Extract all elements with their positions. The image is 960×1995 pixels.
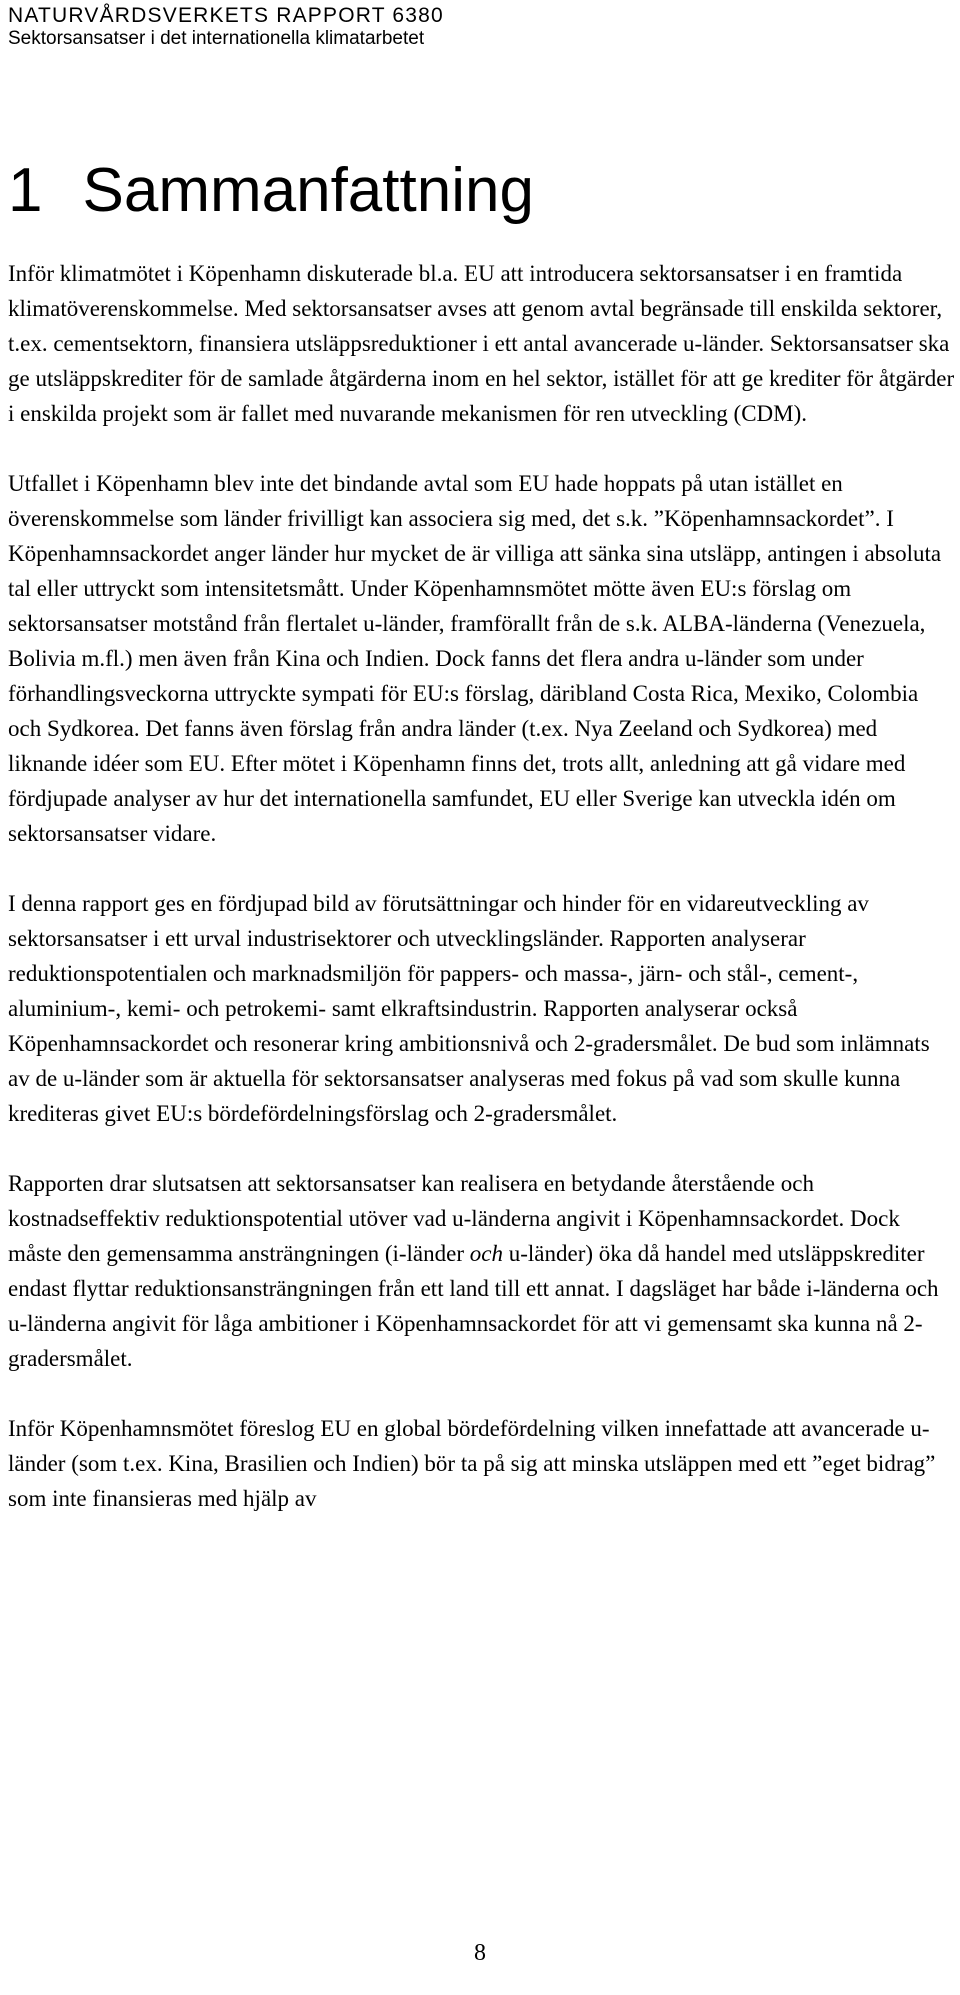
paragraph-text: Rapporten drar slutsatsen att sektorsansatser kan realisera en betydande återstående och kostnadseffektiv reduktionspotential utöver vad u-länderna angivit i Köpenhamnsackordet. Dock måste den gemensamma ansträngningen (i-länder	[8, 1171, 900, 1266]
report-title: NATURVÅRDSVERKETS RAPPORT 6380	[8, 4, 444, 27]
paragraph-text: Inför klimatmötet i Köpenhamn diskuterade bl.a. EU att introducera sektorsansatser i en framtida klimatöverenskommelse. Med sektorsansatser avses att genom avtal begränsade till enskilda sektorer, t.ex. cementsektorn, finansiera utsläppsreduktioner i ett antal avancerade u-länder. Sektorsansatser ska ge utsläppskrediter för de samlade åtgärderna inom en hel sektor, istället för att ge krediter för åtgärder i enskilda projekt som är fallet med nuvarande mekanismen för ren utveckling (CDM).	[8, 261, 955, 426]
report-subtitle: Sektorsansatser i det internationella klimatarbetet	[8, 28, 425, 50]
paragraph-text: u-länder) öka då handel med utsläppskrediter endast flyttar reduktionsansträngningen från ett land till ett annat. I dagsläget har både i-länderna och u-länderna angivit för låga ambitioner i Köpenhamnsackordet för att vi gemensamt ska kunna nå 2-gradersmålet.	[8, 1241, 939, 1371]
paragraph	[8, 1166, 956, 1376]
page-number: 8	[474, 1940, 486, 1966]
chapter-title: Sammanfattning	[82, 156, 534, 225]
paragraph-text: I denna rapport ges en fördjupad bild av förutsättningar och hinder för en vidareutveckling av sektorsansatser i ett urval industrisektorer och utvecklingsländer. Rapporten analyserar reduktionspotentialen och marknadsmiljön för pappers- och massa-, järn- och stål-, cement-, aluminium-, kemi- och petrokemi- samt elkraftsindustrin. Rapporten analyserar också Köpenhamnsackordet och resonerar kring ambitionsnivå och 2-gradersmålet. De bud som inlämnats av de u-länder som är aktuella för sektorsansatser analyseras med fokus på vad som skulle kunna krediteras givet EU:s bördefördelningsförslag och 2-gradersmålet.	[8, 891, 930, 1126]
paragraph	[8, 886, 956, 1131]
paragraph-text: Utfallet i Köpenhamn blev inte det bindande avtal som EU hade hoppats på utan istället en överenskommelse som länder frivilligt kan associera sig med, det s.k. ”Köpenhamnsackordet”. I Köpenhamnsackordet anger länder hur mycket de är villiga att sänka sina utsläpp, antingen i absoluta tal eller uttryckt som intensitetsmått. Under Köpenhamnsmötet mötte även EU:s förslag om sektorsansatser motstånd från flertalet u-länder, framförallt från de s.k. ALBA-länderna (Venezuela, Bolivia m.fl.) men även från Kina och Indien. Dock fanns det flera andra u-länder som under förhandlingsveckorna uttryckte sympati för EU:s förslag, däribland Costa Rica, Mexiko, Colombia och Sydkorea. Det fanns även förslag från andra länder (t.ex. Nya Zeeland och Sydkorea) med liknande idéer som EU. Efter mötet i Köpenhamn finns det, trots allt, anledning att gå vidare med fördjupade analyser av hur det internationella samfundet, EU eller Sverige kan utveckla idén om sektorsansatser vidare.	[8, 471, 942, 846]
body-text	[8, 256, 956, 1516]
chapter-number: 1	[8, 156, 43, 225]
paragraph-text: Inför Köpenhamnsmötet föreslog EU en global bördefördelning vilken innefattade att avancerade u-länder (som t.ex. Kina, Brasilien och Indien) bör ta på sig att minska utsläppen med ett ”eget bidrag” som inte finansieras med hjälp av	[8, 1416, 936, 1511]
report-header	[8, 4, 444, 50]
emphasis-text: och	[469, 1241, 503, 1266]
paragraph	[8, 466, 956, 851]
chapter-heading	[8, 156, 534, 225]
paragraph	[8, 1411, 956, 1516]
paragraph	[8, 256, 956, 431]
